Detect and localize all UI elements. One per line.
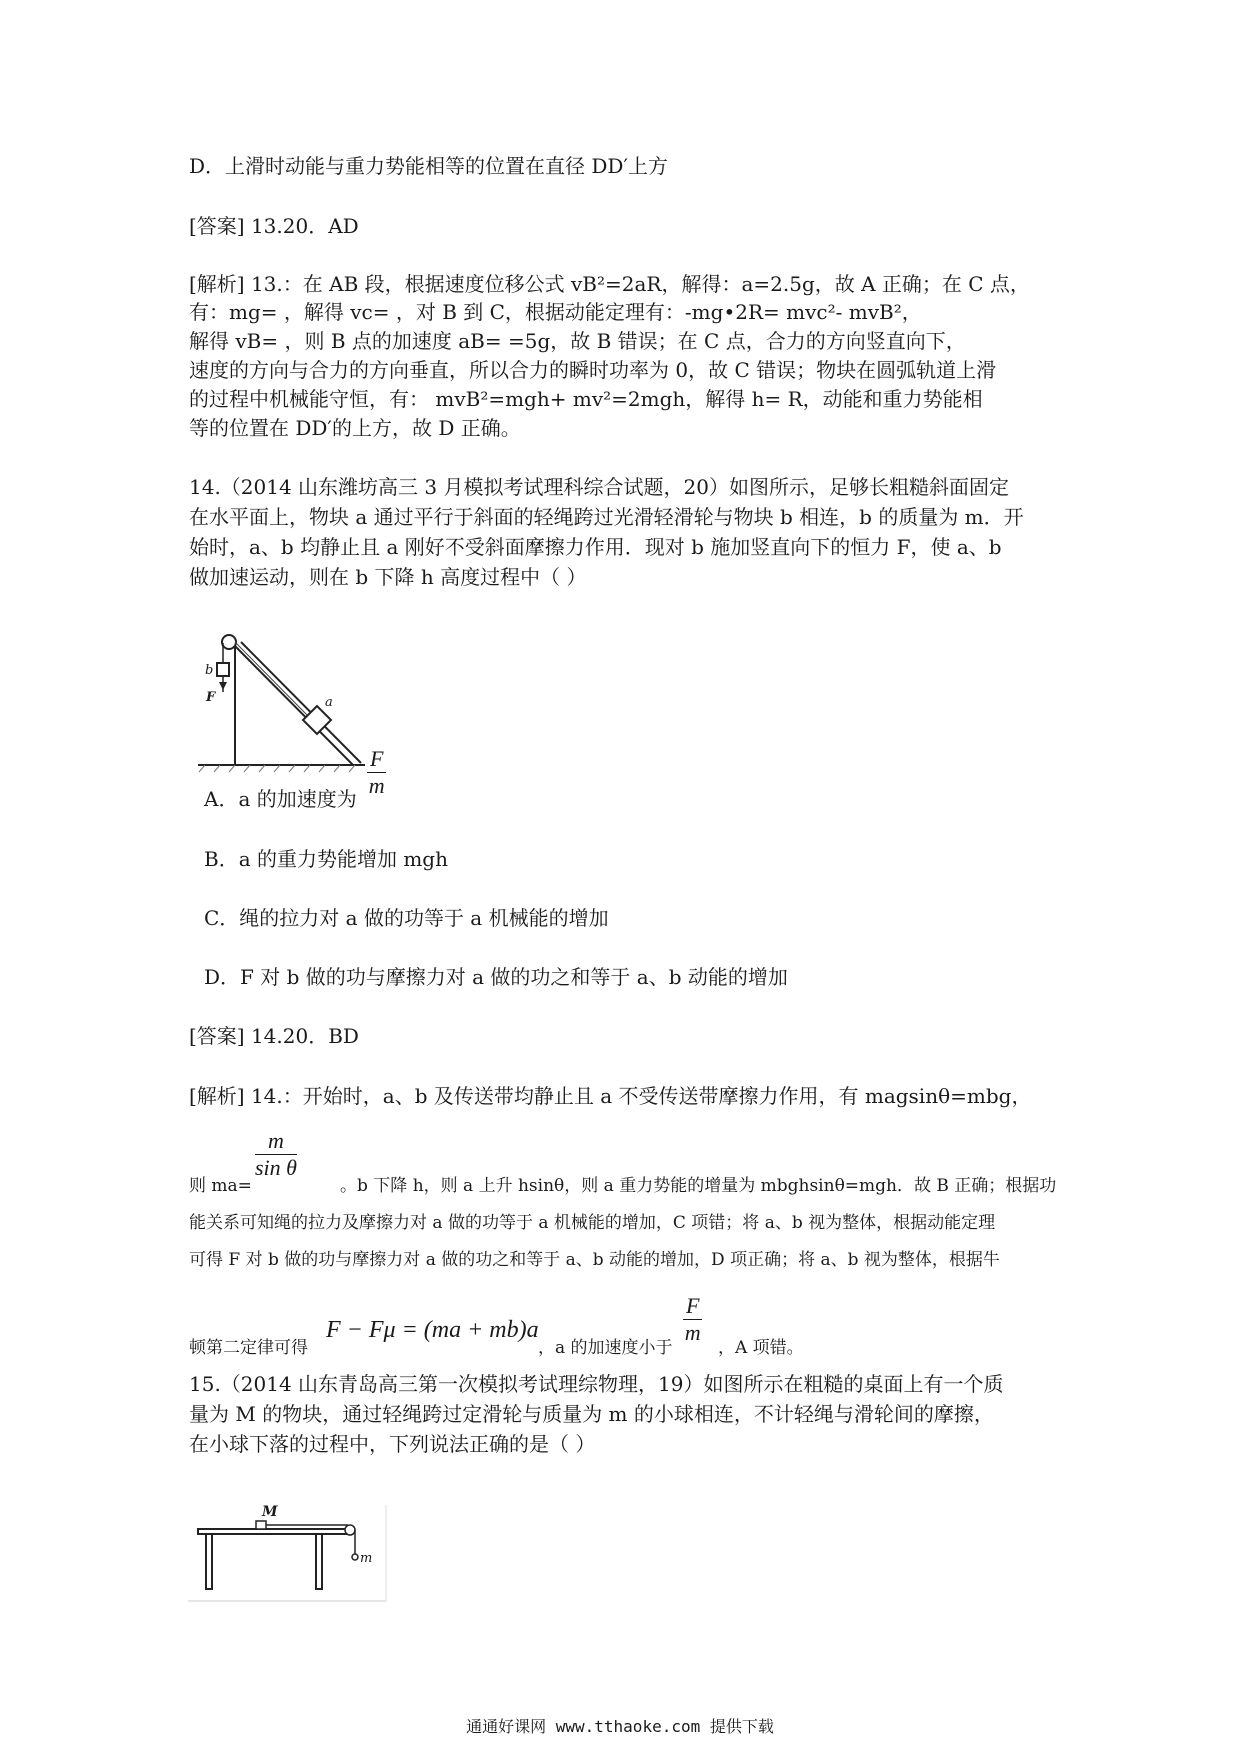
q14-newton-formula: F − Fμ = (ma + mb)a (326, 1317, 539, 1343)
q14-analysis-line2-prefix: 则 ma= (189, 1176, 252, 1196)
q14-stem-line4: 做加速运动，则在 b 下降 h 高度过程中（ ） (189, 565, 587, 589)
q13-analysis-line1: [解析] 13.：在 AB 段，根据速度位移公式 vB²=2aR，解得：a=2.5g，故 A 正确；在 C 点， (189, 272, 1030, 296)
q13-option-d: D．上滑时动能与重力势能相等的位置在直径 DD′上方 (189, 154, 669, 178)
q15-stem-line3: 在小球下落的过程中，下列说法正确的是（ ） (189, 1432, 596, 1456)
q14-frac-denominator: m (368, 773, 385, 798)
q14-option-d: D．F 对 b 做的功与摩擦力对 a 做的功之和等于 a、b 动能的增加 (204, 965, 788, 989)
q15-table-figure (188, 1505, 388, 1605)
q14-analysis-frac2-den: m (684, 1320, 701, 1345)
q14-analysis-frac2 (683, 1293, 702, 1346)
q14-analysis-line5-prefix: 顿第二定律可得 (189, 1338, 308, 1358)
q14-analysis-line2: 。b 下降 h，则 a 上升 hsinθ，则 a 重力势能的增量为 mbghsinθ=mgh．故 B 正确；根据功 (340, 1176, 1057, 1196)
q14-answer: [答案] 14.20．BD (189, 1024, 359, 1048)
q15-figure-label-M: M (262, 1504, 278, 1520)
q15-figure-label-m: m (360, 1551, 373, 1566)
q14-option-a-fraction (367, 746, 386, 799)
q14-option-a: A．a 的加速度为 (204, 787, 357, 811)
q14-stem-line2: 在水平面上，物块 a 通过平行于斜面的轻绳跨过光滑轻滑轮与物块 b 相连，b 的质量为 m．开 (189, 505, 1024, 529)
q14-stem-line1: 14.（2014 山东潍坊高三 3 月模拟考试理科综合试题，20）如图所示，足够长粗糙斜面固定 (189, 475, 1009, 499)
q13-analysis-line3: 解得 vB= ，则 B 点的加速度 aB= =5g，故 B 错误；在 C 点，合力的方向竖直向下， (189, 329, 966, 353)
q15-stem-line2: 量为 M 的物块，通过轻绳跨过定滑轮与质量为 m 的小球相连，不计轻绳与滑轮间的摩擦， (189, 1402, 994, 1426)
q14-analysis-fraction (255, 1128, 297, 1181)
q14-option-b: B．a 的重力势能增加 mgh (204, 847, 448, 871)
q14-figure-label-b: b (205, 663, 214, 678)
q14-analysis-line5-mid: ，a 的加速度小于 (538, 1338, 673, 1358)
q14-analysis-frac-den: sin θ (255, 1155, 297, 1180)
q14-analysis-line3: 能关系可知绳的拉力及摩擦力对 a 做的功等于 a 机械能的增加，C 项错；将 a、b 视为整体，根据动能定理 (189, 1213, 996, 1233)
page-footer: 通通好课网 www.tthaoke.com 提供下载 (466, 1717, 774, 1736)
q14-analysis-line1: [解析] 14.：开始时，a、b 及传送带均静止且 a 不受传送带摩擦力作用，有 magsinθ=mbg， (189, 1084, 1032, 1108)
q14-frac-numerator: F (367, 746, 386, 773)
q14-analysis-frac-num: m (255, 1128, 297, 1155)
q13-answer: [答案] 13.20．AD (189, 214, 359, 238)
q13-analysis-line6: 等的位置在 DD′的上方，故 D 正确。 (189, 416, 521, 440)
q14-analysis-line5-post: ，A 项错。 (718, 1338, 804, 1358)
q13-analysis-line5: 的过程中机械能守恒，有： mvB²=mgh+ mv²=2mgh，解得 h= R，动能和重力势能相 (189, 387, 983, 411)
q13-analysis-line2: 有：mg= ，解得 vc= ，对 B 到 C，根据动能定理有：-mg•2R= mvc²- mvB²， (189, 300, 922, 324)
q13-analysis-line4: 速度的方向与合力的方向垂直，所以合力的瞬时功率为 0，故 C 错误；物块在圆弧轨道上滑 (189, 358, 997, 382)
q14-option-c: C．绳的拉力对 a 做的功等于 a 机械能的增加 (204, 906, 609, 930)
q14-analysis-line4: 可得 F 对 b 做的功与摩擦力对 a 做的功之和等于 a、b 动能的增加，D 项正确；将 a、b 视为整体，根据牛 (189, 1250, 1000, 1270)
q14-analysis-frac2-num: F (683, 1293, 702, 1320)
q14-figure-label-F: F (206, 690, 216, 705)
q14-figure-label-a: a (325, 695, 333, 710)
q14-incline-figure (195, 630, 385, 775)
q15-stem-line1: 15.（2014 山东青岛高三第一次模拟考试理综物理，19）如图所示在粗糙的桌面上有一个质 (189, 1372, 1004, 1396)
q14-stem-line3: 始时，a、b 均静止且 a 刚好不受斜面摩擦力作用．现对 b 施加竖直向下的恒力 F，使 a、b (189, 535, 1002, 559)
